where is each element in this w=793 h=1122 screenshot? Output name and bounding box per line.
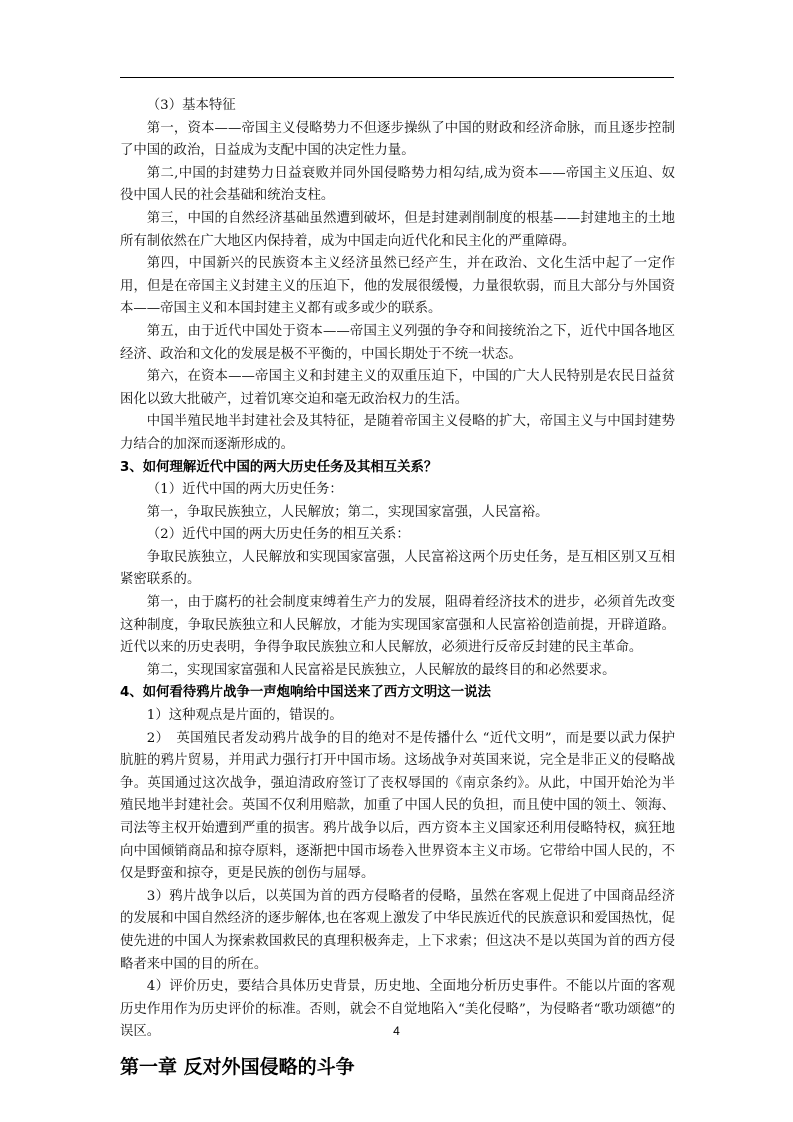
page-content [120,95,675,1082]
paragraph: 第二，实现国家富强和人民富裕是民族独立，人民解放的最终目的和必然要求。 [146,662,616,678]
question-3-heading: 3、如何理解近代中国的两大历史任务及其相互关系？ [120,459,438,475]
page-number: 4 [393,1024,400,1038]
paragraph: 第三，中国的自然经济基础虽然遭到破坏，但是封建剥削制度的根基——封建地主的土地所有制依然在广大地区内保持着，成为中国走向近代化和民主化的严重障碍。 [120,210,675,249]
question-3-sub1-text: 第一，争取民族独立，人民解放；第二，实现国家富强，人民富裕。 [146,504,549,520]
paragraph: 1）这种观点是片面的，错误的。 [146,708,343,724]
paragraph: 2） 英国殖民者发动鸦片战争的目的绝对不是传播什么 “近代文明”，而是要以武力保护肮脏的鸦片贸易，并用武力强行打开中国市场。这场战争对英国来说，完全是非正义的侵略战争。英国通过这次战争，强迫清政府签订了丧权辱国的《南京条约》。从此，中国开始沦为半殖民地半封建社会。英国不仅利用赔款，加重了中国人民的负担，而且使中国的领土、领海、司法等主权开始遭到严重的损害。鸦片战争以后，西方资本主义国家还利用侵略特权，疯狂地向中国倾销商品和掠夺原料，逐渐把中国市场卷入世界资本主义市场。它带给中国人民的，不仅是野蛮和掠夺，更是民族的创伤与屈辱。 [120,730,675,882]
paragraph: 第一，资本——帝国主义侵略势力不但逐步操纵了中国的财政和经济命脉，而且逐步控制了中国的政治，日益成为支配中国的决定性力量。 [120,120,675,159]
question-4-heading: 4、如何看待鸦片战争一声炮响给中国送来了西方文明这一说法 [120,685,491,701]
question-3-sub1-heading: （1）近代中国的两大历史任务： [146,482,343,498]
paragraph: 中国半殖民地半封建社会及其特征，是随着帝国主义侵略的扩大，帝国主义与中国封建势力结合的加深而逐渐形成的。 [120,414,675,452]
paragraph: 3）鸦片战争以后，以英国为首的西方侵略者的侵略，虽然在客观上促进了中国商品经济的发展和中国自然经济的逐步解体,也在客观上激发了中华民族近代的民族意识和爱国热忱，促使先进的中国人为探索救国救民的真理积极奔走，上下求索；但这决不是以英国为首的西方侵略者来中国的目的所在。 [120,888,675,972]
paragraph: 第二,中国的封建势力日益衰败并同外国侵略势力相勾结,成为资本——帝国主义压迫、奴役中国人民的社会基础和统治支柱。 [120,165,675,204]
section-features-heading: （3）基本特征 [146,98,236,113]
paragraph: 第五，由于近代中国处于资本——帝国主义列强的争夺和间接统治之下，近代中国各地区经济、政治和文化的发展是极不平衡的，中国长期处于不统一状态。 [120,323,675,362]
question-3-sub2-heading: （2）近代中国的两大历史任务的相互关系： [146,527,410,543]
header-rule [120,77,674,78]
paragraph: 第一，由于腐朽的社会制度束缚着生产力的发展，阻碍着经济技术的进步，必须首先改变这种制度，争取民族独立和人民解放，才能为实现国家富强和人民富裕创造前提，开辟道路。近代以来的历史表明，争得争取民族独立和人民解放，必须进行反帝反封建的民主革命。 [120,595,675,656]
paragraph: 第六，在资本——帝国主义和封建主义的双重压迫下，中国的广大人民特别是农民日益贫困化以致大批破产，过着饥寒交迫和毫无政治权力的生活。 [120,369,675,407]
paragraph: 第四，中国新兴的民族资本主义经济虽然已经产生，并在政治、文化生活中起了一定作用，但是在帝国主义封建主义的压迫下，他的发展很缓慢，力量很软弱，而且大部分与外国资本——帝国主义和本国封建主义都有或多或少的联系。 [120,256,675,317]
chapter-title: 第一章 反对外国侵略的斗争 [120,1055,355,1078]
paragraph: 争取民族独立，人民解放和实现国家富强，人民富裕这两个历史任务，是互相区别又互相紧密联系的。 [120,549,675,588]
paragraph: 4）评价历史，要结合具体历史背景，历史地、全面地分析历史事件。不能以片面的客观历史作用作为历史评价的标准。否则，就会不自觉地陷入“美化侵略”，为侵略者“歌功颂德”的误区。 [120,979,675,1040]
